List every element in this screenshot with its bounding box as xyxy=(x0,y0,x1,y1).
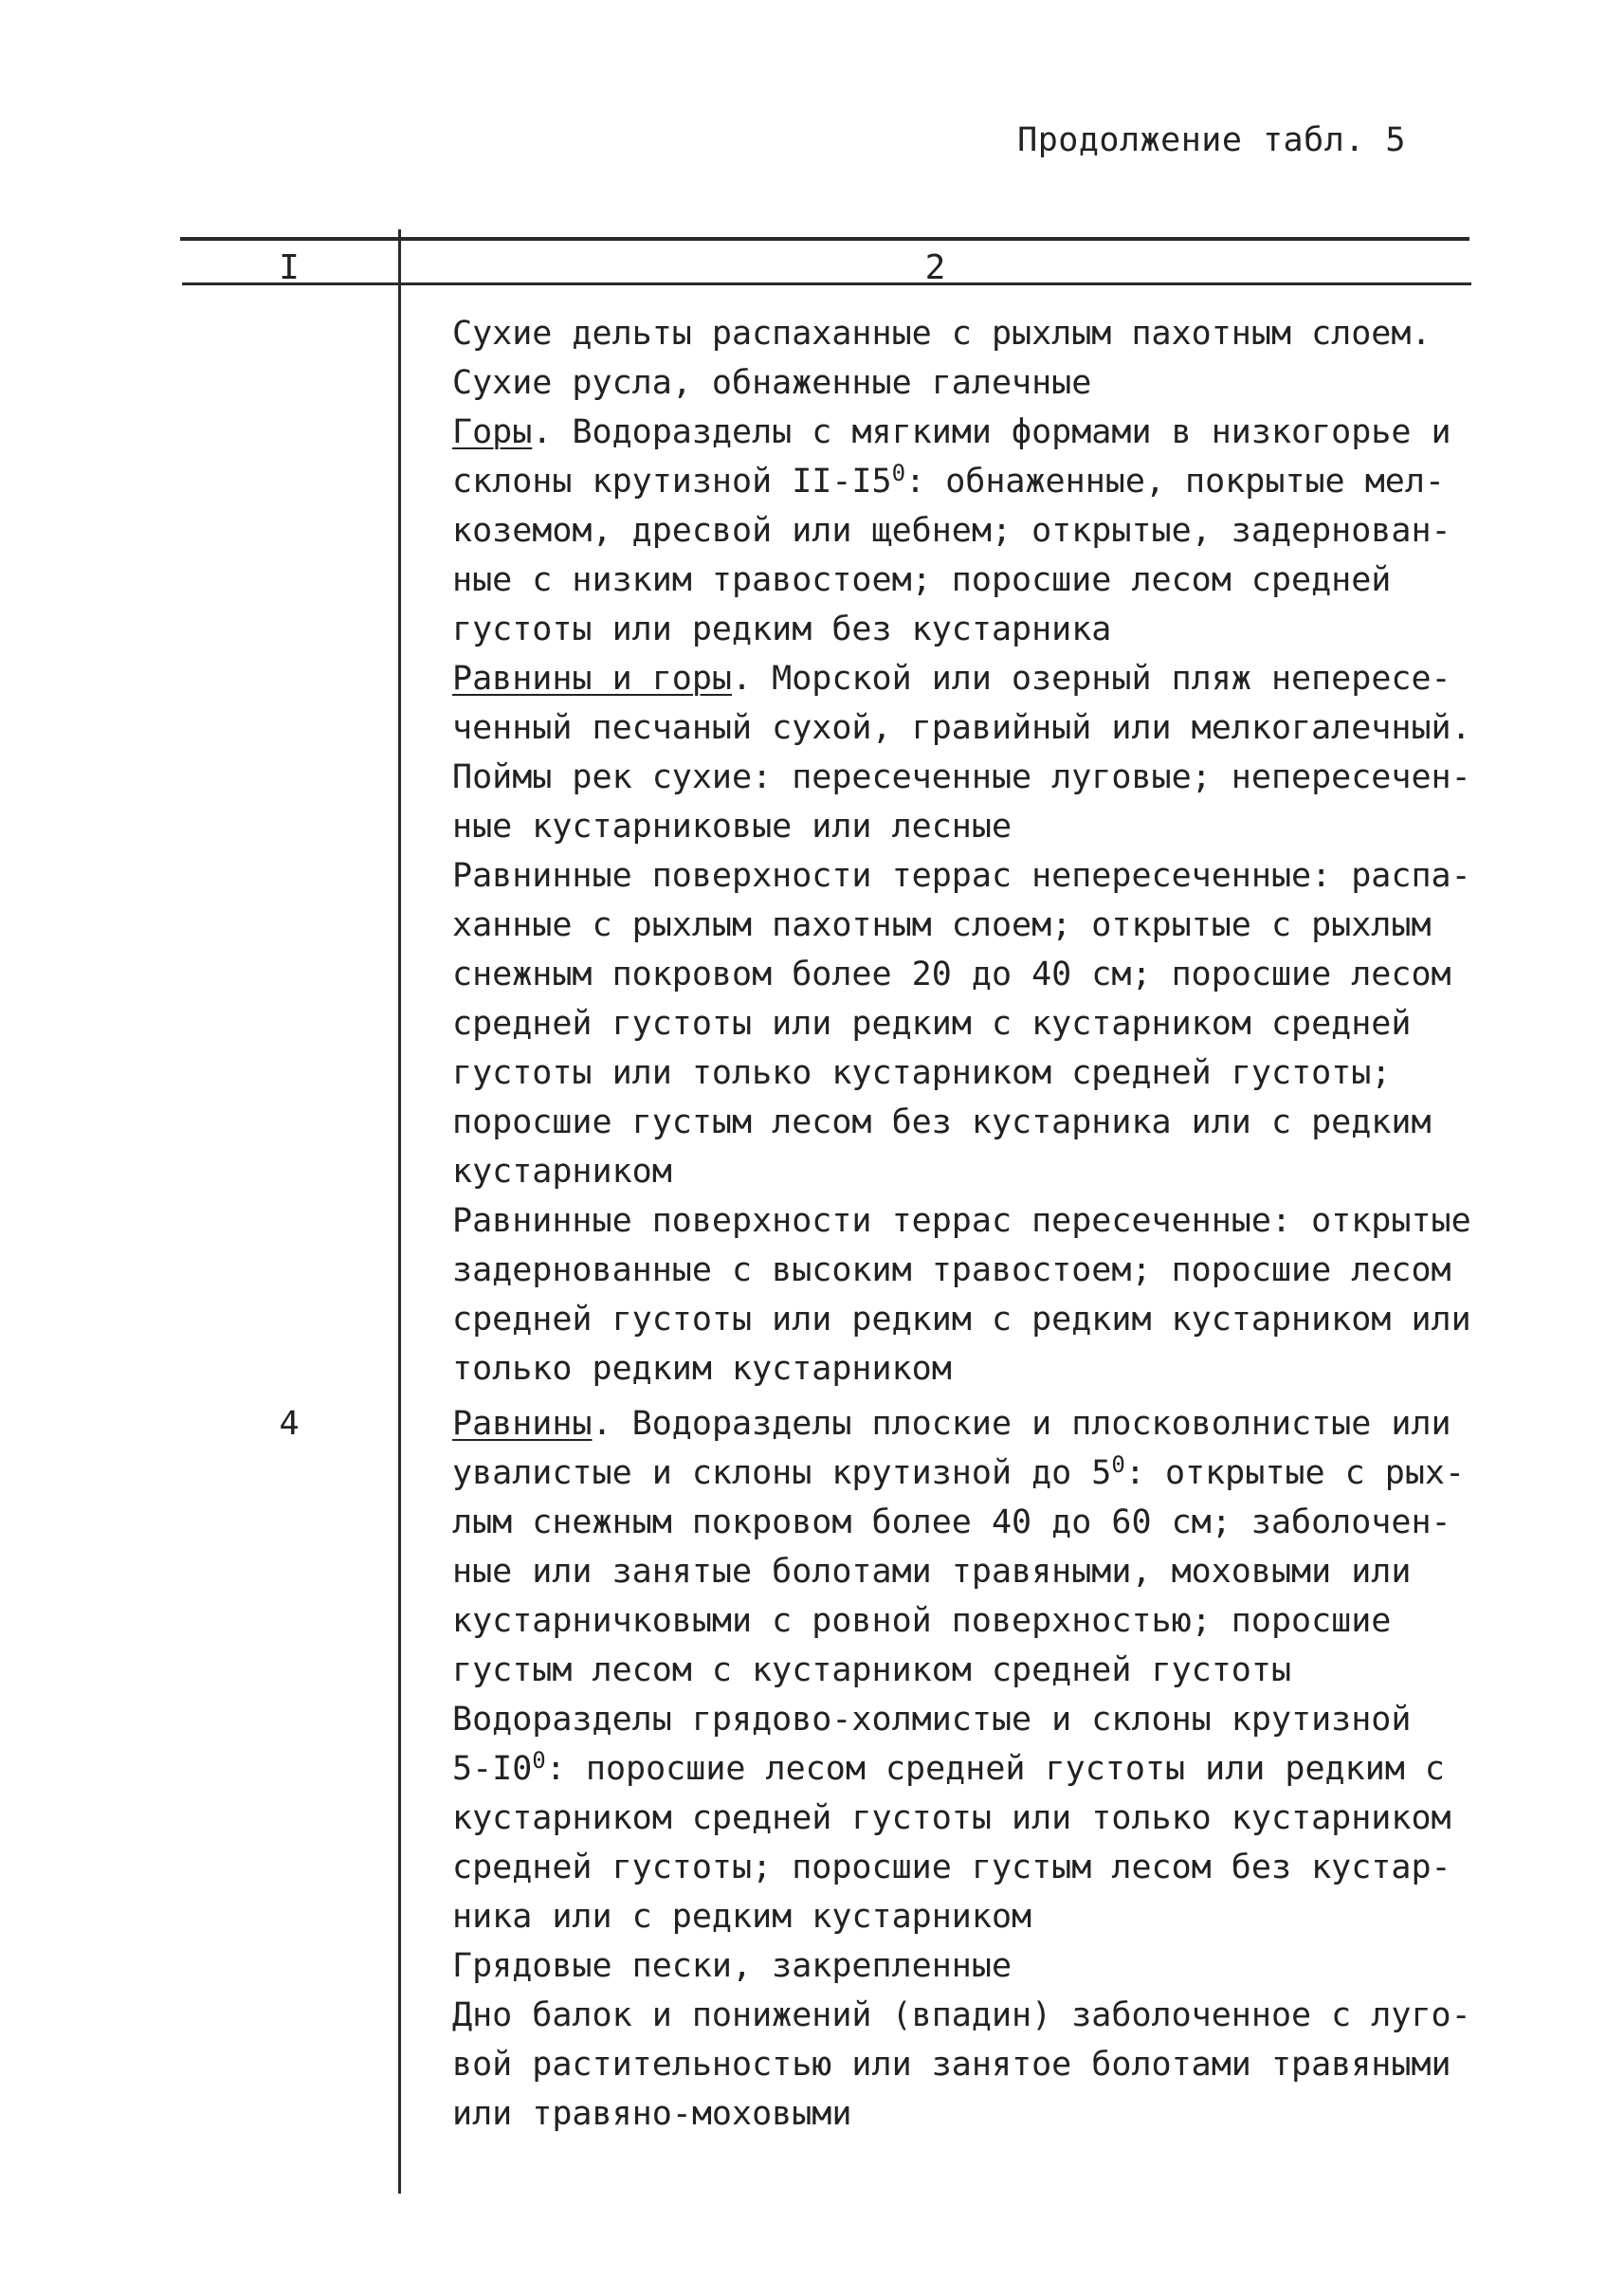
text-line xyxy=(452,556,1514,605)
text-segment: : открытые с рых- xyxy=(1124,1454,1466,1492)
block-1-text xyxy=(452,309,1514,1393)
column-header-1: I xyxy=(279,248,300,287)
text-line xyxy=(452,506,1514,556)
text-segment: лым снежным покровом более 40 до 60 см; заболочен- xyxy=(452,1503,1451,1541)
text-line xyxy=(452,605,1514,654)
text-line xyxy=(452,703,1514,753)
text-line xyxy=(452,2089,1514,2139)
text-segment: густым лесом с кустарником средней густоты xyxy=(452,1651,1292,1689)
text-segment: склоны крутизной II-I5 xyxy=(452,463,892,501)
text-segment: увалистые и склоны крутизной до 5 xyxy=(452,1454,1112,1492)
text-line xyxy=(452,408,1514,457)
text-segment: густоты или только кустарником средней густоты; xyxy=(452,1054,1392,1092)
text-segment: Грядовые пески, закрепленные xyxy=(452,1947,1013,1985)
text-segment: : обнаженные, покрытые мел- xyxy=(905,463,1445,501)
text-line xyxy=(452,1147,1514,1196)
text-segment: Сухие дельты распаханные с рыхлым пахотным слоем. xyxy=(452,315,1432,353)
text-segment: . Водоразделы с мягкими формами в низкогорье и xyxy=(532,413,1451,451)
text-segment: поросшие густым лесом без кустарника или с редким xyxy=(452,1103,1432,1141)
text-segment: Поймы рек сухие: пересеченные луговые; непересечен- xyxy=(452,758,1471,796)
underlined-heading: Горы xyxy=(452,413,533,451)
text-segment: Равнинные поверхности террас пересеченные: открытые xyxy=(452,1202,1471,1240)
text-segment: ные кустарниковые или лесные xyxy=(452,808,1013,846)
text-line xyxy=(452,999,1514,1048)
underlined-heading: Равнины xyxy=(452,1405,593,1443)
text-segment: кустарником xyxy=(452,1153,672,1191)
text-line xyxy=(452,1991,1514,2040)
text-line xyxy=(452,1295,1514,1344)
text-segment: кустарником средней густоты или только кустарником xyxy=(452,1799,1451,1837)
table-cell-block-1 xyxy=(452,309,1514,1393)
table-cell-block-2 xyxy=(452,1399,1514,2139)
text-segment: Водоразделы грядово-холмистые и склоны крутизной xyxy=(452,1701,1412,1739)
text-line xyxy=(452,309,1514,358)
text-segment: . Водоразделы плоские и плосковолнистые или xyxy=(592,1405,1451,1443)
text-segment: ханные с рыхлым пахотным слоем; открытые с рыхлым xyxy=(452,906,1432,944)
text-line xyxy=(452,1547,1514,1596)
text-line xyxy=(452,1596,1514,1646)
text-line xyxy=(452,457,1514,506)
degree-superscript: 0 xyxy=(891,460,906,486)
text-line xyxy=(452,1744,1514,1794)
text-line xyxy=(452,654,1514,703)
text-line xyxy=(452,1448,1514,1498)
column-divider xyxy=(398,229,401,2194)
text-segment: 5-I0 xyxy=(452,1750,533,1788)
text-line xyxy=(452,1344,1514,1393)
text-line xyxy=(452,1794,1514,1843)
degree-superscript: 0 xyxy=(1111,1451,1125,1478)
underlined-heading: Равнины и горы xyxy=(452,660,733,698)
text-segment: или травяно-моховыми xyxy=(452,2095,852,2133)
text-line xyxy=(452,1695,1514,1744)
text-line xyxy=(452,901,1514,950)
text-segment: вой растительностью или занятое болотами травяными xyxy=(452,2046,1451,2084)
text-line xyxy=(452,1196,1514,1246)
text-segment: Сухие русла, обнаженные галечные xyxy=(452,364,1092,402)
text-segment: густоты или редким без кустарника xyxy=(452,610,1112,648)
text-segment: кустарничковыми с ровной поверхностью; поросшие xyxy=(452,1602,1392,1640)
text-segment: Дно балок и понижений (впадин) заболоченное с луго- xyxy=(452,1996,1471,2034)
text-line xyxy=(452,358,1514,408)
row-number-4: 4 xyxy=(279,1405,300,1443)
text-line xyxy=(452,1498,1514,1547)
table-top-rule xyxy=(180,237,1469,241)
text-line xyxy=(452,950,1514,999)
text-line xyxy=(452,1098,1514,1147)
text-segment: : поросшие лесом средней густоты или редким с xyxy=(545,1750,1445,1788)
text-line xyxy=(452,1941,1514,1991)
text-segment: коземом, дресвой или щебнем; открытые, задернован- xyxy=(452,512,1451,550)
text-segment: средней густоты или редким с кустарником средней xyxy=(452,1005,1412,1043)
text-line xyxy=(452,753,1514,802)
text-line xyxy=(452,1048,1514,1098)
text-segment: средней густоты; поросшие густым лесом без кустар- xyxy=(452,1849,1451,1886)
text-segment: средней густоты или редким с редким кустарником или xyxy=(452,1301,1471,1339)
text-line xyxy=(452,1399,1514,1448)
text-segment: снежным покровом более 20 до 40 см; поросшие лесом xyxy=(452,956,1451,993)
column-header-2: 2 xyxy=(924,248,946,287)
degree-superscript: 0 xyxy=(532,1747,546,1774)
text-line xyxy=(452,1843,1514,1892)
text-line xyxy=(452,2040,1514,2089)
text-segment: ные с низким травостоем; поросшие лесом средней xyxy=(452,561,1392,599)
text-segment: ченный песчаный сухой, гравийный или мелкогалечный. xyxy=(452,709,1471,747)
text-segment: ника или с редким кустарником xyxy=(452,1898,1032,1936)
table-caption: Продолжение табл. 5 xyxy=(1017,121,1406,159)
text-line xyxy=(452,1246,1514,1295)
text-segment: только редким кустарником xyxy=(452,1350,952,1388)
text-line xyxy=(452,851,1514,901)
text-segment: Равнинные поверхности террас непересеченные: распа- xyxy=(452,857,1471,895)
text-line xyxy=(452,802,1514,851)
text-line xyxy=(452,1892,1514,1941)
block-2-text xyxy=(452,1399,1514,2139)
text-segment: . Морской или озерный пляж непересе- xyxy=(732,660,1451,698)
text-segment: ные или занятые болотами травяными, моховыми или xyxy=(452,1553,1412,1591)
text-segment: задернованные с высоким травостоем; поросшие лесом xyxy=(452,1251,1451,1289)
text-line xyxy=(452,1646,1514,1695)
